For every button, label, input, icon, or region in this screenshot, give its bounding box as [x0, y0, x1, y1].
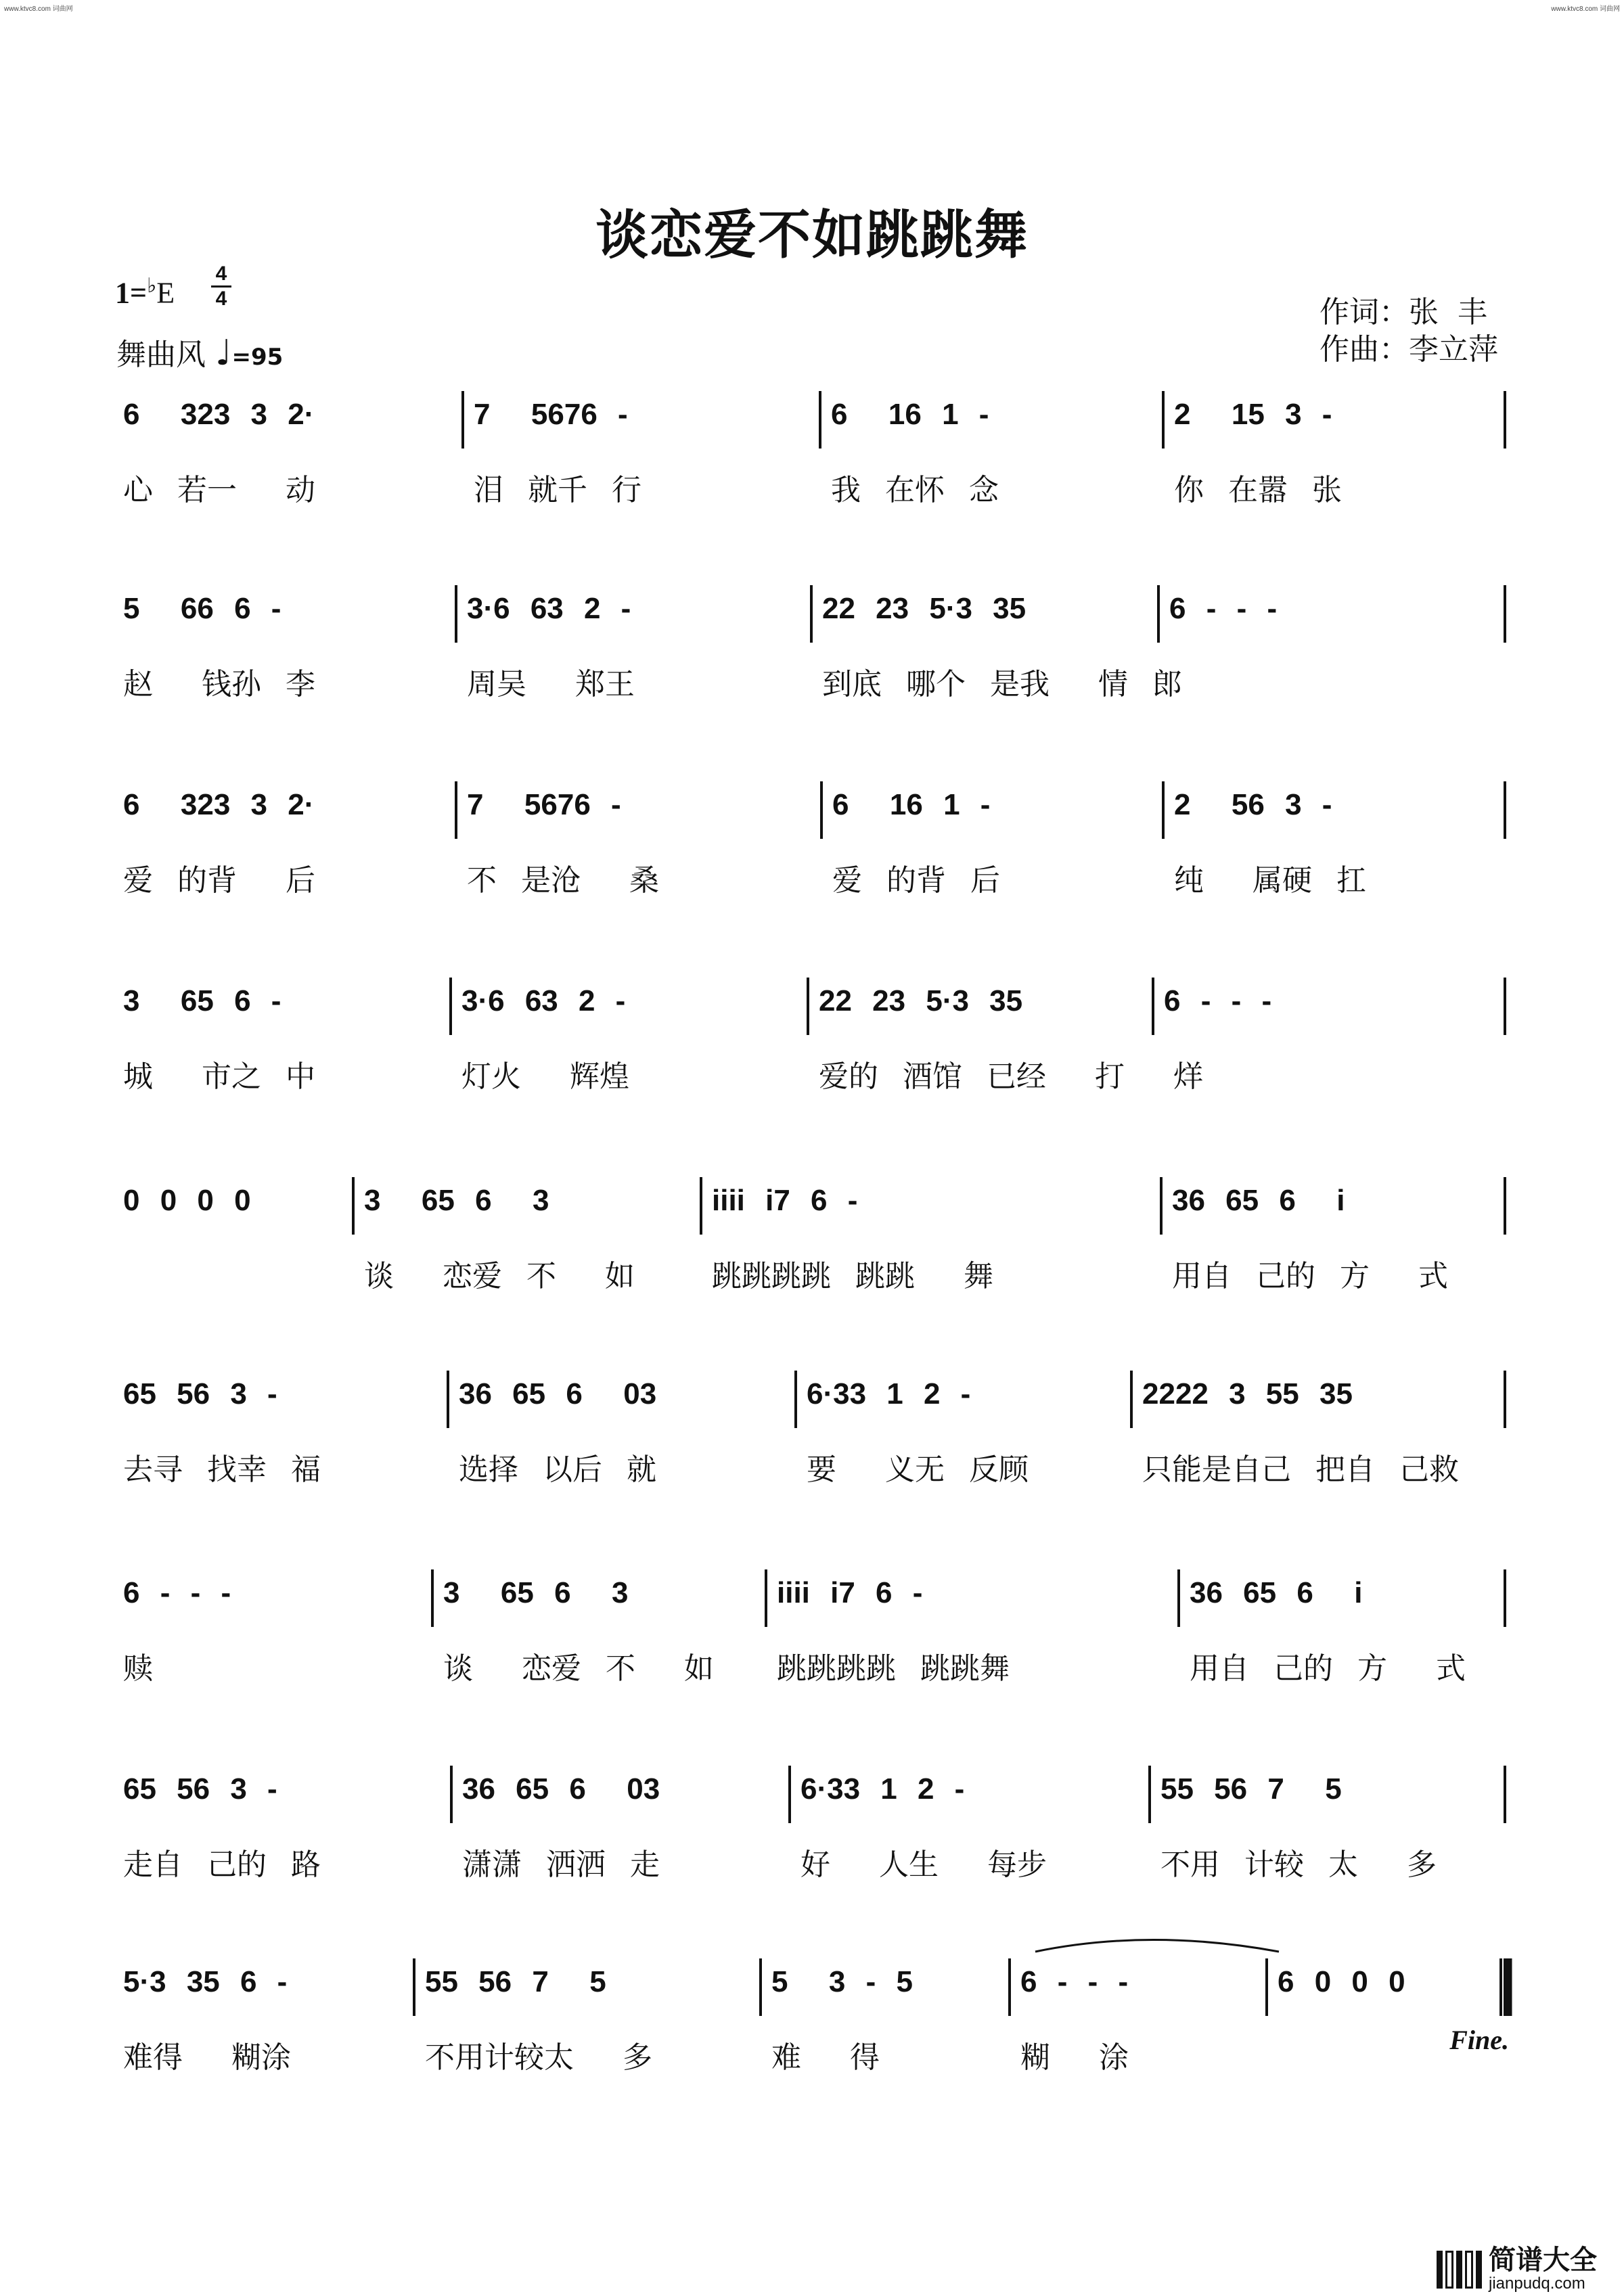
measure-notes: 55 56 7 5 — [425, 1965, 606, 1998]
measure-notes: 5 3 - 5 — [771, 1965, 913, 1998]
measure-notes: 2222 3 55 35 — [1142, 1377, 1353, 1410]
measure-notes: 6 - - - — [123, 1576, 231, 1609]
measure-notes: 6 0 0 0 — [1278, 1965, 1405, 1998]
measure-notes: 2 56 3 - — [1174, 788, 1332, 821]
measure-notes: 6 - - - — [1164, 984, 1272, 1017]
measure-notes: 36 65 6 i — [1172, 1184, 1345, 1217]
measure-notes: 6 323 3 2· — [123, 398, 315, 431]
measure-lyrics: 不 是沧 桑 — [467, 863, 659, 898]
measure-lyrics: 赎 — [123, 1651, 153, 1686]
measure-notes: 3 65 6 3 — [443, 1576, 629, 1609]
measure-notes: 6 - - - — [1169, 592, 1278, 625]
tempo-value: =95 — [231, 344, 284, 371]
header-watermark-right: www.ktvc8.com 词曲网 — [1551, 5, 1620, 13]
measure-lyrics: 走自 己的 路 — [123, 1847, 321, 1882]
measure-lyrics: 爱 的背 后 — [123, 863, 315, 898]
measure-lyrics: 潇潇 洒洒 走 — [462, 1847, 660, 1882]
measure-lyrics: 选择 以后 就 — [459, 1452, 656, 1487]
measure-notes: 2 15 3 - — [1174, 398, 1332, 431]
tie-arc — [1035, 1940, 1279, 1952]
flat-sign: ♭ — [147, 275, 157, 297]
measure-lyrics: 纯 属硬 扛 — [1174, 863, 1366, 898]
measure-notes: 36 65 6 i — [1190, 1576, 1363, 1609]
measure-notes: 3 65 6 - — [123, 984, 281, 1017]
measure-lyrics: 好 人生 每步 — [800, 1847, 1047, 1882]
header-watermark-left: www.ktvc8.com 词曲网 — [4, 5, 73, 13]
measure-notes: iiii i7 6 - — [777, 1576, 923, 1609]
piano-keys-icon — [1437, 2251, 1482, 2289]
measure-notes: 6·33 1 2 - — [800, 1772, 965, 1806]
measure-lyrics: 泪 就千 行 — [474, 473, 641, 507]
song-title: 谈恋爱不如跳跳舞 — [595, 205, 1029, 266]
lyricist-label: 作词： — [1320, 295, 1409, 329]
measure-lyrics: 不用计较太 多 — [425, 2040, 652, 2075]
measure-lyrics: 灯火 辉煌 — [461, 1059, 629, 1094]
measure-lyrics: 要 义无 反顾 — [807, 1452, 1029, 1487]
measure-lyrics: 城 市之 中 — [123, 1059, 315, 1094]
measure-notes: 36 65 6 03 — [462, 1772, 660, 1806]
measure-lyrics: 赵 钱孙 李 — [123, 667, 315, 702]
measure-lyrics: 难 得 — [771, 2040, 880, 2075]
measure-notes: 65 56 3 - — [123, 1772, 277, 1806]
measure-lyrics: 你 在嚣 张 — [1174, 473, 1342, 507]
measure-lyrics: 爱 的背 后 — [832, 863, 1000, 898]
measure-notes: 22 23 5·3 35 — [819, 984, 1023, 1017]
lyricist-name: 张 丰 — [1409, 295, 1487, 329]
measure-notes: iiii i7 6 - — [712, 1184, 858, 1217]
measure-lyrics: 糊 涂 — [1020, 2040, 1129, 2075]
measure-lyrics: 用自 己的 方 式 — [1172, 1259, 1448, 1293]
measure-notes: 6 323 3 2· — [123, 788, 315, 821]
measure-notes: 6·33 1 2 - — [807, 1377, 971, 1410]
brand-url: jianpudq.com — [1489, 2274, 1585, 2293]
measure-lyrics: 爱的 酒馆 已经 打 烊 — [819, 1059, 1203, 1094]
measure-lyrics: 到底 哪个 是我 情 郎 — [822, 667, 1182, 702]
measure-notes: 22 23 5·3 35 — [822, 592, 1027, 625]
composer-name: 李立萍 — [1409, 332, 1498, 367]
measure-notes: 3·6 63 2 - — [461, 984, 626, 1017]
measure-notes: 7 5676 - — [474, 398, 628, 431]
measure-notes: 5·3 35 6 - — [123, 1965, 288, 1998]
composer-label: 作曲： — [1320, 332, 1409, 367]
measure-lyrics: 去寻 找幸 福 — [123, 1452, 321, 1487]
measure-notes: 3 65 6 3 — [364, 1184, 549, 1217]
measure-notes: 3·6 63 2 - — [467, 592, 631, 625]
measure-lyrics: 周吴 郑王 — [467, 667, 635, 702]
key-prefix: 1= — [115, 276, 148, 310]
fine-marking: Fine. — [1449, 2025, 1509, 2055]
measure-lyrics: 只能是自己 把自 己救 — [1142, 1452, 1459, 1487]
measure-lyrics: 心 若一 动 — [123, 473, 315, 507]
measure-notes: 5 66 6 - — [123, 592, 281, 625]
key-note: E — [156, 276, 175, 310]
measure-notes: 6 16 1 - — [832, 788, 991, 821]
measure-lyrics: 难得 糊涂 — [123, 2040, 291, 2075]
measure-lyrics: 谈 恋爱 不 如 — [364, 1259, 635, 1293]
measure-notes: 55 56 7 5 — [1160, 1772, 1342, 1806]
time-numerator: 4 — [215, 262, 227, 285]
measure-notes: 6 16 1 - — [831, 398, 989, 431]
brand-logo — [1437, 2246, 1597, 2293]
measure-notes: 0 0 0 0 — [123, 1184, 251, 1217]
style-label: 舞曲风 — [116, 338, 206, 372]
measure-lyrics: 不用 计较 太 多 — [1160, 1847, 1437, 1882]
measure-notes: 7 5676 - — [467, 788, 621, 821]
measure-notes: 36 65 6 03 — [459, 1377, 657, 1410]
measure-lyrics: 跳跳跳跳 跳跳 舞 — [712, 1259, 993, 1293]
measure-lyrics: 我 在怀 念 — [831, 473, 999, 507]
measure-notes: 6 - - - — [1020, 1965, 1129, 1998]
brand-name: 简谱大全 — [1489, 2245, 1597, 2276]
quarter-note-icon: ♩ — [215, 333, 232, 373]
measure-lyrics: 跳跳跳跳 跳跳舞 — [777, 1651, 1010, 1686]
time-denominator: 4 — [215, 288, 227, 310]
measure-lyrics: 谈 恋爱 不 如 — [443, 1651, 714, 1686]
measure-notes: 65 56 3 - — [123, 1377, 277, 1410]
measure-lyrics: 用自 己的 方 式 — [1190, 1651, 1466, 1686]
